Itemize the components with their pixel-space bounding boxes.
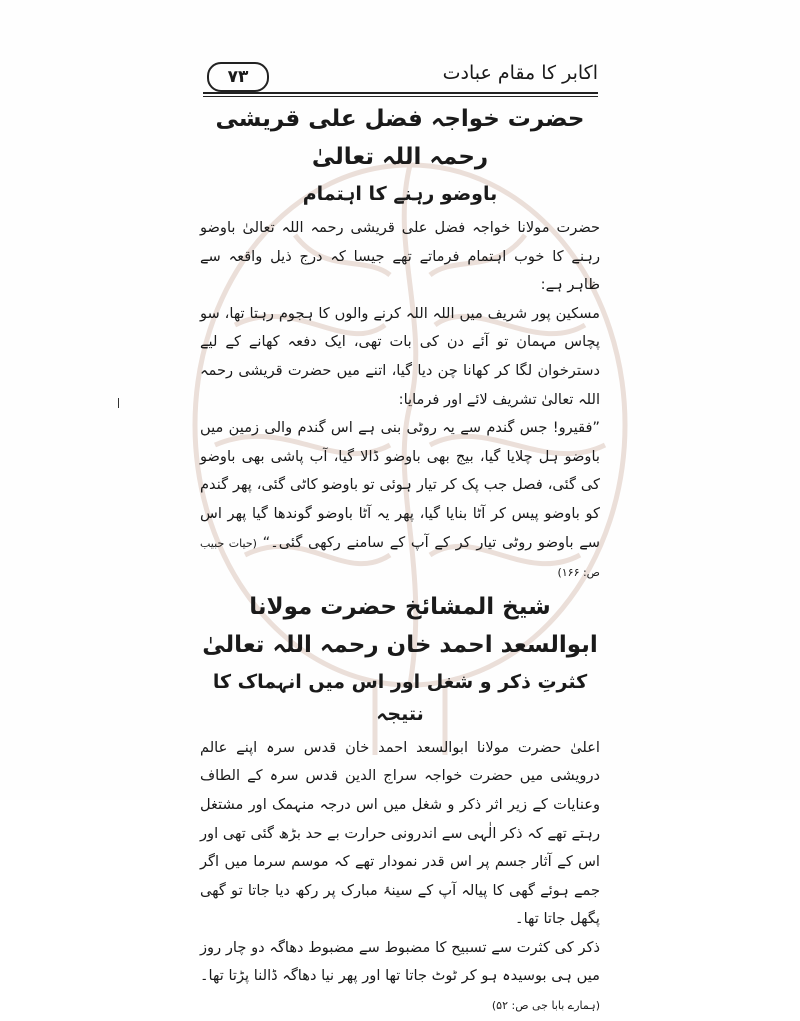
section1-subtitle: باوضو رہنے کا اہتمام	[302, 183, 498, 205]
section2-paragraph-1: اعلیٰ حضرت مولانا ابوالسعد احمد خان قدس سرہ اپنے عالم درویشی میں حضرت خواجہ سراج الدین قدس سرہ کے الطاف وعنایات کے زیر اثر ذکر و شغل میں اس درجہ منہمک اور مشتغل رہتے تھے کہ ذکر الٰہی سے اندرونی حرارت بے حد بڑھ گئی تھی اور اس کے آثار جسم پر اس قدر نمودار تھے کہ موسم سرما میں اگر جمے ہوئے گھی کا پیالہ آپ کے سینۂ مبارک پر رکھ دیا جاتا تو گھی پگھل جاتا تھا۔	[200, 738, 600, 928]
section1-citation: (حیات حبیب ص: ۱۶۶)	[200, 536, 600, 580]
section1-paragraph-2: مسکین پور شریف میں اللہ اللہ کرنے والوں کا ہجوم رہتا تھا، سو پچاس مہمان تو آئے دن کی بات تھی، ایک دفعہ کھانے کے لیے دسترخوان لگا کر کھانا چن دیا گیا، اتنے میں حضرت قریشی رحمہ اللہ تعالیٰ تشریف لائے اور فرمایا:	[200, 304, 600, 408]
section1-paragraph-1: حضرت مولانا خواجہ فضل علی قریشی رحمہ اللہ تعالیٰ باوضو رہنے کا خوب اہتمام فرماتے تھے جیسا کہ درج ذیل واقعہ سے ظاہر ہے:	[200, 219, 600, 294]
section1-quote: ”فقیرو! جس گندم سے یہ روٹی بنی ہے اس گندم والی زمین میں باوضو ہل چلایا گیا، بیج بھی باوضو ڈالا گیا، آب پاشی بھی باوضو کی گئی، فصل جب پک کر تیار ہوئی تو باوضو کاٹی گئی، پھر گندم کو باوضو پیس کر آٹا بنایا گیا، پھر یہ آٹا باوضو گوندھا گیا پھر اس سے باوضو روٹی تیار کر کے آپ کے سامنے رکھی گئی۔“	[200, 419, 601, 551]
header-rule	[203, 92, 598, 94]
page-number: ۷۳	[207, 62, 269, 92]
section2-paragraph-2	[200, 934, 600, 1021]
page-content	[200, 100, 600, 1021]
section1-title: حضرت خواجہ فضل علی قریشی رحمہ اللہ تعالیٰ	[215, 106, 585, 170]
section2-text: ذکر کی کثرت سے تسبیح کا مضبوط سے مضبوط دھاگہ دو چار روز میں ہی بوسیدہ ہو کر ٹوٹ جاتا تھا اور پھر نیا دھاگہ ڈالنا پڑتا تھا۔	[200, 938, 600, 985]
book-title: اکابر کا مقام عبادت	[442, 62, 598, 84]
header-rule-thin	[203, 96, 598, 97]
section2-title: شیخ المشائخ حضرت مولانا ابوالسعد احمد خان رحمہ اللہ تعالیٰ	[202, 593, 598, 658]
margin-mark	[118, 398, 119, 408]
section1-paragraph-3	[200, 414, 600, 588]
section2-subtitle: کثرتِ ذکر و شغل اور اس میں انہماک کا نتیجہ	[212, 670, 588, 725]
section2-citation: (ہمارے بابا جی ص: ۵۲)	[491, 999, 600, 1013]
running-header	[203, 58, 598, 98]
